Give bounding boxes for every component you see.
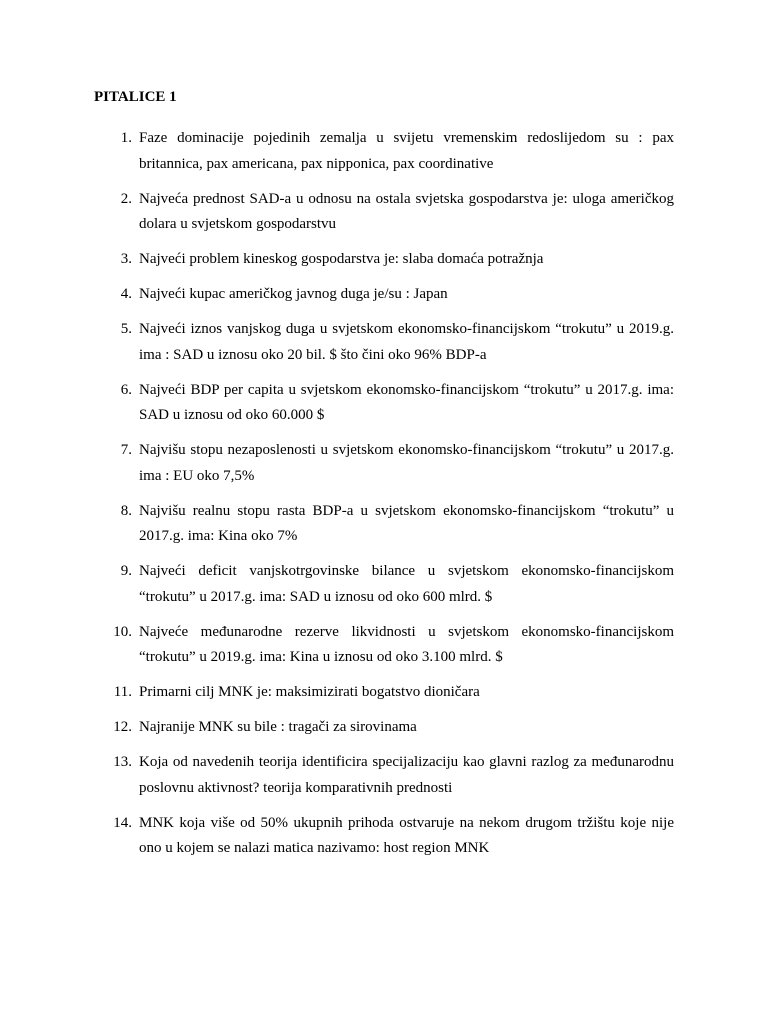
item-text: Najveća prednost SAD-a u odnosu na ostala svjetska gospodarstva je: uloga američkog dolara u svjetskom gospodarstvu — [139, 190, 674, 232]
item-number: 9. — [120, 563, 132, 579]
item-number: 14. — [113, 814, 132, 831]
item-number: 6. — [120, 381, 132, 398]
document-title: PITALICE 1 — [94, 89, 177, 105]
list-item — [94, 680, 674, 706]
item-text: MNK koja više od 50% ukupnih prihoda ostvaruje na nekom drugom tržištu koje nije ono u kojem se nalazi matica nazivamo: host region MNK — [139, 814, 674, 856]
item-number: 13. — [113, 754, 132, 770]
list-item — [94, 317, 674, 368]
item-number: 4. — [120, 286, 132, 302]
item-number: 11. — [113, 684, 132, 700]
list-item — [94, 126, 674, 177]
item-text: Najveći iznos vanjskog duga u svjetskom ekonomsko-financijskom “trokutu” u 2019.g. ima : SAD u iznosu oko 20 bil. $ što čini oko 96% BDP-a — [139, 321, 674, 363]
item-text: Najranije MNK su bile : tragači za sirovinama — [139, 719, 417, 735]
item-text: Primarni cilj MNK je: maksimizirati bogatstvo dioničara — [139, 684, 480, 700]
item-text: Najveće međunarodne rezerve likvidnosti u svjetskom ekonomsko-financijskom “trokutu” u 2019.g. ima: Kina u iznosu od oko 3.100 mlrd. $ — [139, 623, 674, 665]
list-item — [94, 187, 674, 238]
item-text: Faze dominacije pojedinih zemalja u svijetu vremenskim redoslijedom su : pax britannica, pax americana, pax nipponica, pax coordinative — [139, 130, 674, 172]
item-text: Najveći deficit vanjskotrgovinske bilance u svjetskom ekonomsko-financijskom “trokutu” u 2017.g. ima: SAD u iznosu od oko 600 mlrd. $ — [139, 563, 674, 605]
list-item — [94, 750, 674, 801]
list-item — [94, 378, 674, 429]
list-item — [94, 811, 674, 862]
item-text: Najvišu realnu stopu rasta BDP-a u svjetskom ekonomsko-financijskom “trokutu” u 2017.g. ima: Kina oko 7% — [139, 502, 674, 544]
item-number: 5. — [120, 321, 132, 337]
item-number: 10. — [113, 623, 132, 640]
item-number: 7. — [120, 442, 132, 458]
list-item — [94, 499, 674, 550]
list-item — [94, 559, 674, 610]
item-number: 1. — [120, 130, 132, 146]
list-item — [94, 438, 674, 489]
list-item — [94, 247, 674, 273]
question-list — [94, 126, 674, 871]
item-text: Najvišu stopu nezaposlenosti u svjetskom ekonomsko-financijskom “trokutu” u 2017.g. ima : EU oko 7,5% — [139, 442, 674, 484]
list-item — [94, 715, 674, 741]
list-item — [94, 620, 674, 671]
item-text: Najveći kupac američkog javnog duga je/su : Japan — [139, 286, 448, 302]
item-number: 2. — [120, 190, 132, 207]
item-text: Najveći BDP per capita u svjetskom ekonomsko-financijskom “trokutu” u 2017.g. ima: SAD u iznosu od oko 60.000 $ — [139, 381, 674, 423]
item-number: 12. — [113, 719, 132, 735]
item-number: 3. — [120, 251, 132, 267]
item-text: Najveći problem kineskog gospodarstva je: slaba domaća potražnja — [139, 251, 544, 267]
item-number: 8. — [120, 502, 132, 519]
item-text: Koja od navedenih teorija identificira specijalizaciju kao glavni razlog za međunarodnu poslovnu aktivnost? teorija komparativnih prednosti — [139, 754, 674, 796]
list-item — [94, 282, 674, 308]
